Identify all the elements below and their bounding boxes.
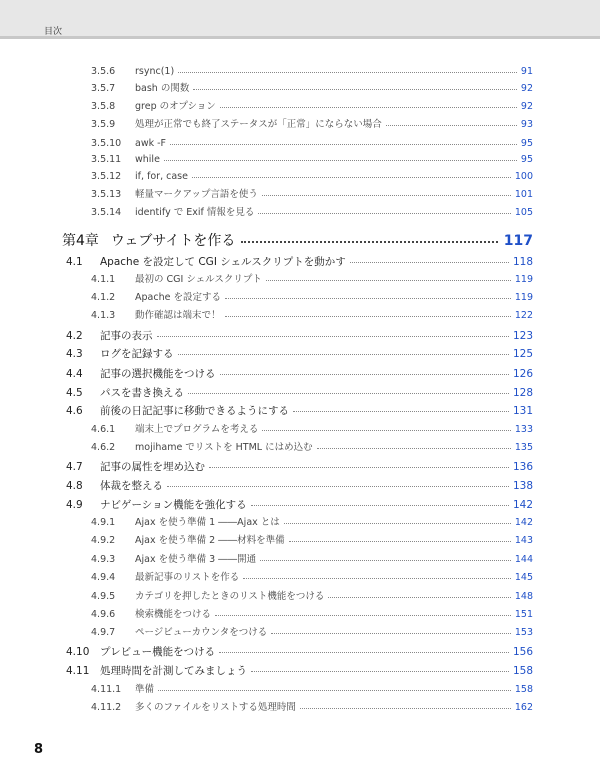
entry-number: 4.5 [66, 387, 83, 399]
header-title: 目次 [44, 27, 63, 37]
entry-title: 記事の表示 [100, 330, 153, 342]
entry-page-link[interactable]: 128 [512, 387, 533, 399]
entry-title: 端末上でプログラムを考える [135, 424, 259, 435]
entry-number: 4.8 [66, 480, 83, 492]
entry-title: 記事の選択機能をつける [100, 368, 216, 380]
entry-page-link[interactable]: 117 [503, 233, 533, 249]
entry-page-link[interactable]: 119 [514, 292, 533, 303]
dot-leader [251, 670, 509, 672]
toc-subsection [91, 628, 533, 638]
entry-number: 第4章 [62, 233, 99, 249]
dot-leader [271, 632, 511, 634]
entry-number: 3.5.12 [91, 171, 122, 182]
entry-title: rsync(1) [135, 66, 175, 77]
toc-section [66, 369, 533, 380]
entry-page-link[interactable]: 138 [512, 480, 533, 492]
dot-leader [289, 540, 511, 542]
toc-section [66, 666, 533, 677]
entry-page-link[interactable]: 100 [514, 171, 533, 182]
entry-number: 3.5.7 [91, 83, 116, 94]
dot-leader [188, 392, 509, 394]
toc-subsection [91, 155, 533, 165]
entry-number: 4.11.1 [91, 684, 122, 695]
entry-page-link[interactable]: 142 [512, 499, 533, 511]
entry-title: 処理が正常でも終了ステータスが「正常」にならない場合 [135, 119, 382, 130]
toc-subsection [91, 139, 533, 149]
entry-title: 軽量マークアップ言語を使う [135, 189, 258, 200]
toc-subsection [91, 573, 533, 583]
entry-title: ウェブサイトを作る [110, 233, 236, 249]
entry-page-link[interactable]: 145 [514, 572, 533, 583]
entry-title: awk -F [135, 138, 167, 149]
toc-subsection [91, 84, 533, 94]
entry-page-link[interactable]: 136 [512, 461, 533, 473]
entry-number: 4.9.5 [91, 591, 116, 602]
toc-subsection [91, 120, 533, 130]
toc-subsection [91, 311, 533, 321]
toc-subsection [91, 536, 533, 546]
dot-leader [328, 596, 510, 598]
entry-page-link[interactable]: 105 [514, 207, 533, 218]
entry-number: 4.1.1 [91, 274, 116, 285]
dot-leader [258, 212, 510, 214]
toc-subsection [91, 190, 533, 200]
toc-section [66, 257, 533, 268]
entry-page-link[interactable]: 95 [520, 154, 533, 165]
entry-page-link[interactable]: 151 [514, 609, 533, 620]
dot-leader [241, 240, 497, 243]
toc-section [66, 331, 533, 342]
entry-number: 4.9 [66, 499, 83, 511]
toc-subsection [91, 208, 533, 218]
dot-leader [215, 614, 511, 616]
entry-title: カテゴリを押したときのリスト機能をつける [135, 591, 325, 602]
entry-title: 前後の日記記事に移動できるようにする [100, 405, 289, 417]
dot-leader [193, 88, 517, 90]
entry-page-link[interactable]: 148 [514, 591, 533, 602]
entry-title: ログを記録する [100, 348, 174, 360]
dot-leader [293, 410, 509, 412]
dot-leader [220, 373, 509, 375]
toc-chapter [62, 234, 533, 248]
entry-title: パスを書き換える [100, 387, 184, 399]
entry-title: 検索機能をつける [135, 609, 212, 620]
entry-page-link[interactable]: 153 [514, 627, 533, 638]
toc-section [66, 647, 533, 658]
dot-leader [266, 279, 511, 281]
entry-title: while [135, 154, 160, 165]
entry-page-link[interactable]: 95 [520, 138, 533, 149]
entry-number: 4.4 [66, 368, 83, 380]
dot-leader [260, 559, 511, 561]
entry-number: 4.9.4 [91, 572, 116, 583]
toc-subsection [91, 293, 533, 303]
entry-number: 4.1.2 [91, 292, 116, 303]
entry-title: 処理時間を計測してみましょう [100, 665, 247, 677]
entry-page-link[interactable]: 142 [514, 517, 533, 528]
toc-section [66, 481, 533, 492]
toc-subsection [91, 172, 533, 182]
entry-title: ナビゲーション機能を強化する [100, 499, 247, 511]
entry-number: 3.5.6 [91, 66, 116, 77]
toc-section [66, 462, 533, 473]
entry-title: 最初の CGI シェルスクリプト [135, 274, 262, 285]
entry-title: Apache を設定する [135, 292, 221, 303]
entry-page-link[interactable]: 123 [512, 330, 533, 342]
toc-subsection [91, 555, 533, 565]
toc-subsection [91, 610, 533, 620]
dot-leader [170, 143, 517, 145]
entry-title: Ajax を使う準備 1 ――Ajax とは [135, 517, 280, 528]
dot-leader [220, 106, 517, 108]
entry-title: identify で Exif 情報を見る [135, 207, 255, 218]
entry-title: ページビューカウンタをつける [135, 627, 268, 638]
dot-leader [262, 194, 511, 196]
dot-leader [300, 707, 511, 709]
entry-number: 4.9.2 [91, 535, 116, 546]
dot-leader [262, 429, 510, 431]
entry-number: 4.11.2 [91, 702, 122, 713]
dot-leader [209, 466, 509, 468]
toc-subsection [91, 703, 533, 713]
entry-page-link[interactable]: 131 [512, 405, 533, 417]
entry-page-link[interactable]: 158 [514, 684, 533, 695]
dot-leader [243, 577, 511, 579]
dot-leader [164, 159, 517, 161]
toc-subsection [91, 425, 533, 435]
entry-number: 4.9.3 [91, 554, 116, 565]
entry-page-link[interactable]: 144 [514, 554, 533, 565]
toc-subsection [91, 518, 533, 528]
entry-title: 多くのファイルをリストする処理時間 [135, 702, 296, 713]
dot-leader [167, 485, 509, 487]
entry-number: 3.5.8 [91, 101, 116, 112]
entry-number: 4.9.1 [91, 517, 116, 528]
entry-page-link[interactable]: 91 [520, 66, 533, 77]
toc-subsection [91, 443, 533, 453]
entry-number: 4.3 [66, 348, 83, 360]
entry-page-link[interactable]: 119 [514, 274, 533, 285]
entry-title: プレビュー機能をつける [100, 646, 216, 658]
toc-subsection [91, 67, 533, 77]
entry-page-link[interactable]: 156 [512, 646, 533, 658]
dot-leader [225, 315, 511, 317]
entry-number: 3.5.13 [91, 189, 122, 200]
entry-title: Ajax を使う準備 3 ――開通 [135, 554, 257, 565]
entry-number: 3.5.11 [91, 154, 122, 165]
dot-leader [192, 176, 511, 178]
toc-section [66, 500, 533, 511]
dot-leader [178, 353, 509, 355]
dot-leader [157, 335, 509, 337]
entry-number: 4.6.2 [91, 442, 116, 453]
entry-number: 3.5.10 [91, 138, 122, 149]
dot-leader [350, 261, 509, 263]
entry-number: 4.1 [66, 256, 83, 268]
toc-section [66, 388, 533, 399]
entry-number: 3.5.14 [91, 207, 122, 218]
dot-leader [251, 504, 509, 506]
entry-number: 3.5.9 [91, 119, 116, 130]
entry-title: bash の関数 [135, 83, 190, 94]
entry-page-link[interactable]: 126 [512, 368, 533, 380]
entry-number: 4.1.3 [91, 310, 116, 321]
entry-title: mojihame でリストを HTML にはめ込む [135, 442, 313, 453]
entry-page-link[interactable]: 125 [512, 348, 533, 360]
entry-number: 4.2 [66, 330, 83, 342]
dot-leader [219, 651, 509, 653]
toc-subsection [91, 592, 533, 602]
entry-page-link[interactable]: 92 [520, 101, 533, 112]
entry-title: 準備 [135, 684, 155, 695]
dot-leader [317, 447, 511, 449]
entry-page-link[interactable]: 133 [514, 424, 533, 435]
entry-title: 最新記事のリストを作る [135, 572, 240, 583]
entry-page-link[interactable]: 135 [514, 442, 533, 453]
entry-page-link[interactable]: 143 [514, 535, 533, 546]
entry-title: 記事の属性を埋め込む [100, 461, 205, 473]
entry-number: 4.6 [66, 405, 83, 417]
page-number: 8 [34, 742, 44, 757]
toc-subsection [91, 102, 533, 112]
entry-page-link[interactable]: 93 [520, 119, 533, 130]
entry-number: 4.9.6 [91, 609, 116, 620]
toc-section [66, 406, 533, 417]
toc-subsection [91, 275, 533, 285]
entry-number: 4.11 [66, 665, 90, 677]
page-header [0, 0, 600, 39]
entry-title: Apache を設定して CGI シェルスクリプトを動かす [100, 256, 346, 268]
entry-number: 4.7 [66, 461, 83, 473]
entry-number: 4.10 [66, 646, 90, 658]
entry-title: 動作確認は端末で！ [135, 310, 221, 321]
entry-title: Ajax を使う準備 2 ――材料を準備 [135, 535, 285, 546]
entry-title: grep のオプション [135, 101, 216, 112]
dot-leader [284, 522, 511, 524]
dot-leader [386, 124, 517, 126]
entry-title: if, for, case [135, 171, 188, 182]
entry-page-link[interactable]: 122 [514, 310, 533, 321]
entry-page-link[interactable]: 162 [514, 702, 533, 713]
entry-page-link[interactable]: 101 [514, 189, 533, 200]
entry-page-link[interactable]: 158 [512, 665, 533, 677]
toc-subsection [91, 685, 533, 695]
entry-number: 4.9.7 [91, 627, 116, 638]
dot-leader [178, 71, 517, 73]
entry-number: 4.6.1 [91, 424, 116, 435]
dot-leader [158, 689, 511, 691]
entry-page-link[interactable]: 92 [520, 83, 533, 94]
entry-title: 体裁を整える [100, 480, 163, 492]
dot-leader [225, 297, 511, 299]
toc-section [66, 349, 533, 360]
entry-page-link[interactable]: 118 [512, 256, 533, 268]
